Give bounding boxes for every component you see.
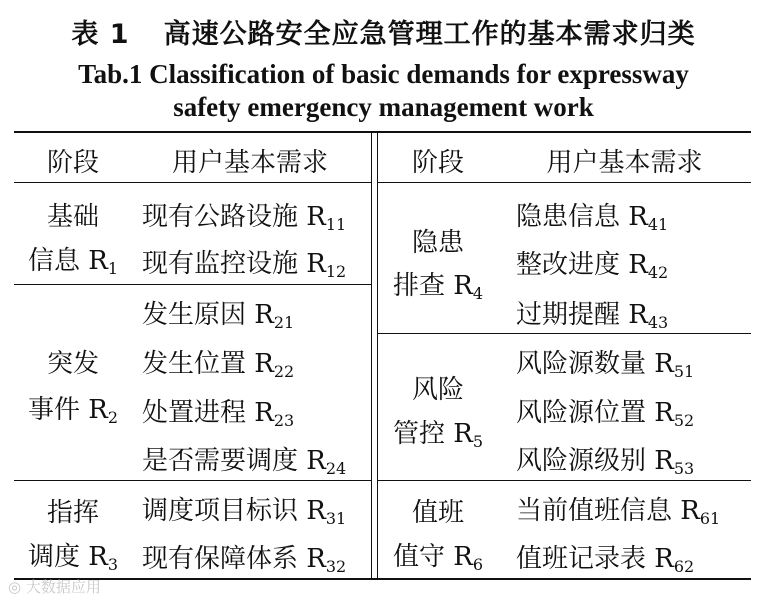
stage-r3-line2: 调度 $R_3$ [27, 542, 119, 574]
group-rule-left-2 [14, 480, 371, 481]
stage-r5-line2: 管控 $R_5$ [392, 419, 484, 451]
item-r21: 发生原因 $R_{21}$ [142, 300, 295, 332]
center-divider-1 [371, 133, 372, 578]
item-r41: 隐患信息 $R_{41}$ [516, 202, 669, 234]
item-r12: 现有监控设施 $R_{12}$ [142, 249, 347, 281]
top-rule [14, 131, 751, 133]
table-number: 表 1 [71, 19, 130, 50]
stage-r1-line2: 信息 $R_1$ [27, 246, 119, 278]
item-r43: 过期提醒 $R_{43}$ [516, 300, 669, 332]
item-r22: 发生位置 $R_{22}$ [142, 349, 295, 381]
header-demand-right: 用户基本需求 [546, 148, 703, 178]
group-rule-left-1 [14, 284, 371, 285]
table-title-cn [0, 12, 767, 51]
table-title-en [0, 58, 767, 124]
item-r53: 风险源级别 $R_{53}$ [516, 446, 695, 478]
item-r11: 现有公路设施 $R_{11}$ [142, 202, 347, 234]
stage-r4-line2: 排查 $R_4$ [392, 271, 484, 303]
header-stage-right: 阶段 [411, 148, 464, 178]
item-r23: 处置进程 $R_{23}$ [142, 398, 295, 430]
group-rule-right-2 [378, 480, 751, 481]
header-rule-right [378, 182, 751, 183]
bottom-rule [14, 578, 751, 580]
item-r24: 是否需要调度 $R_{24}$ [142, 446, 347, 478]
stage-r5-line1: 风险 [411, 375, 464, 405]
stage-r4-line1: 隐患 [411, 228, 464, 258]
title-cn-text: 高速公路安全应急管理工作的基本需求归类 [163, 19, 696, 50]
stage-r6-line2: 值守 $R_6$ [392, 542, 484, 574]
item-r31: 调度项目标识 $R_{31}$ [142, 496, 347, 528]
watermark: ◎ 大数据应用 [8, 578, 101, 596]
item-r61: 当前值班信息 $R_{61}$ [516, 496, 721, 528]
item-r62: 值班记录表 $R_{62}$ [516, 544, 695, 576]
title-en-line2: safety emergency management work [173, 92, 594, 122]
stage-r1-line1: 基础 [46, 202, 99, 232]
header-demand-left: 用户基本需求 [171, 148, 328, 178]
group-rule-right-1 [378, 333, 751, 334]
item-r32: 现有保障体系 $R_{32}$ [142, 544, 347, 576]
header-stage-left: 阶段 [46, 148, 99, 178]
item-r52: 风险源位置 $R_{52}$ [516, 398, 695, 430]
stage-r2-line2: 事件 $R_2$ [27, 395, 119, 427]
stage-r2-line1: 突发 [46, 349, 99, 379]
item-r51: 风险源数量 $R_{51}$ [516, 349, 695, 381]
item-r42: 整改进度 $R_{42}$ [516, 250, 669, 282]
stage-r6-line1: 值班 [411, 498, 464, 528]
header-rule-left [14, 182, 371, 183]
stage-r3-line1: 指挥 [46, 498, 99, 528]
title-en-line1: Tab.1 Classification of basic demands for expressway [78, 59, 689, 89]
